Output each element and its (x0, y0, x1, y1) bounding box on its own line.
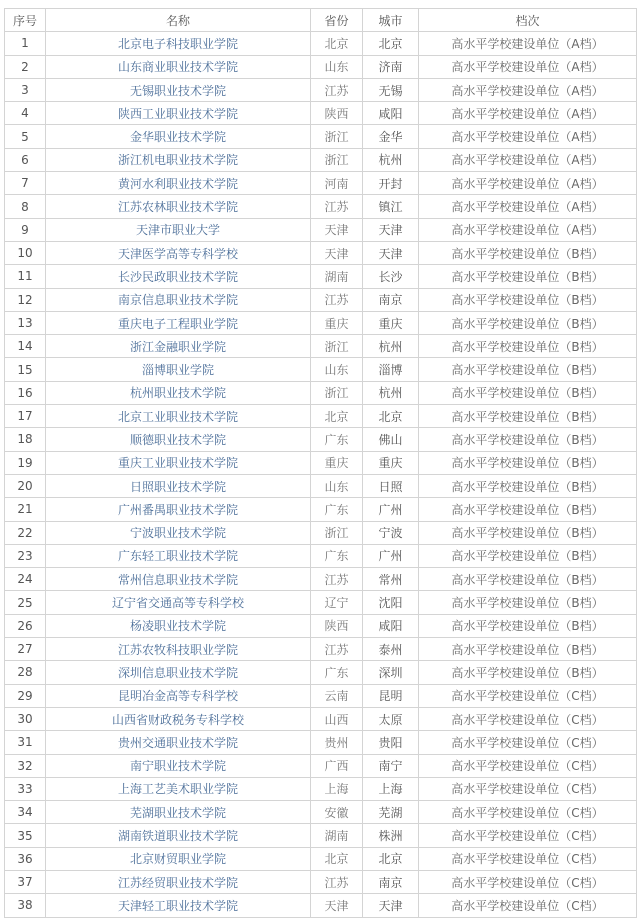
province-cell: 浙江 (311, 335, 363, 358)
school-name-cell: 日照职业技术学院 (46, 474, 311, 497)
row-index-cell: 1 (5, 32, 46, 55)
school-name-cell: 浙江金融职业学院 (46, 335, 311, 358)
school-name-cell: 黄河水利职业技术学院 (46, 172, 311, 195)
city-cell: 无锡 (363, 78, 419, 101)
school-name-cell: 杨凌职业技术学院 (46, 614, 311, 637)
table-row (5, 78, 637, 101)
table-header (5, 9, 637, 32)
header-level: 档次 (419, 9, 637, 32)
level-cell: 高水平学校建设单位（A档） (419, 148, 637, 171)
level-cell: 高水平学校建设单位（B档） (419, 405, 637, 428)
level-cell: 高水平学校建设单位（B档） (419, 381, 637, 404)
city-cell: 咸阳 (363, 614, 419, 637)
level-cell: 高水平学校建设单位（C档） (419, 801, 637, 824)
province-cell: 广东 (311, 544, 363, 567)
table-row (5, 498, 637, 521)
school-name-cell: 山东商业职业技术学院 (46, 55, 311, 78)
row-index-cell: 13 (5, 311, 46, 334)
table-row (5, 894, 637, 917)
city-cell: 镇江 (363, 195, 419, 218)
row-index-cell: 5 (5, 125, 46, 148)
row-index-cell: 10 (5, 241, 46, 264)
row-index-cell: 30 (5, 707, 46, 730)
table-row (5, 638, 637, 661)
school-name-cell: 常州信息职业技术学院 (46, 568, 311, 591)
row-index-cell: 33 (5, 777, 46, 800)
school-name-cell: 天津市职业大学 (46, 218, 311, 241)
school-name-cell: 深圳信息职业技术学院 (46, 661, 311, 684)
table-row (5, 824, 637, 847)
header-city: 城市 (363, 9, 419, 32)
school-name-cell: 无锡职业技术学院 (46, 78, 311, 101)
province-cell: 山东 (311, 358, 363, 381)
level-cell: 高水平学校建设单位（C档） (419, 777, 637, 800)
city-cell: 沈阳 (363, 591, 419, 614)
table-row (5, 358, 637, 381)
table-row (5, 661, 637, 684)
level-cell: 高水平学校建设单位（B档） (419, 568, 637, 591)
level-cell: 高水平学校建设单位（A档） (419, 195, 637, 218)
province-cell: 浙江 (311, 521, 363, 544)
row-index-cell: 20 (5, 474, 46, 497)
school-name-cell: 江苏农牧科技职业学院 (46, 638, 311, 661)
row-index-cell: 2 (5, 55, 46, 78)
school-name-cell: 北京电子科技职业学院 (46, 32, 311, 55)
province-cell: 广东 (311, 498, 363, 521)
province-cell: 广西 (311, 754, 363, 777)
table-row (5, 405, 637, 428)
row-index-cell: 35 (5, 824, 46, 847)
city-cell: 咸阳 (363, 102, 419, 125)
header-index: 序号 (5, 9, 46, 32)
city-cell: 天津 (363, 218, 419, 241)
level-cell: 高水平学校建设单位（A档） (419, 218, 637, 241)
row-index-cell: 22 (5, 521, 46, 544)
province-cell: 重庆 (311, 311, 363, 334)
city-cell: 上海 (363, 777, 419, 800)
table-row (5, 754, 637, 777)
city-cell: 济南 (363, 55, 419, 78)
table-row (5, 125, 637, 148)
province-cell: 浙江 (311, 381, 363, 404)
table-row (5, 474, 637, 497)
row-index-cell: 19 (5, 451, 46, 474)
table-row (5, 521, 637, 544)
row-index-cell: 8 (5, 195, 46, 218)
city-cell: 广州 (363, 498, 419, 521)
province-cell: 广东 (311, 661, 363, 684)
school-name-cell: 天津轻工职业技术学院 (46, 894, 311, 917)
city-cell: 杭州 (363, 148, 419, 171)
row-index-cell: 16 (5, 381, 46, 404)
level-cell: 高水平学校建设单位（B档） (419, 358, 637, 381)
city-cell: 株洲 (363, 824, 419, 847)
table-row (5, 707, 637, 730)
province-cell: 北京 (311, 32, 363, 55)
province-cell: 上海 (311, 777, 363, 800)
school-name-cell: 广东轻工职业技术学院 (46, 544, 311, 567)
school-name-cell: 上海工艺美术职业学院 (46, 777, 311, 800)
row-index-cell: 12 (5, 288, 46, 311)
level-cell: 高水平学校建设单位（B档） (419, 335, 637, 358)
school-name-cell: 浙江机电职业技术学院 (46, 148, 311, 171)
row-index-cell: 25 (5, 591, 46, 614)
table-row (5, 265, 637, 288)
row-index-cell: 24 (5, 568, 46, 591)
level-cell: 高水平学校建设单位（A档） (419, 55, 637, 78)
school-name-cell: 南京信息职业技术学院 (46, 288, 311, 311)
level-cell: 高水平学校建设单位（B档） (419, 661, 637, 684)
province-cell: 江苏 (311, 568, 363, 591)
province-cell: 广东 (311, 428, 363, 451)
table-row (5, 381, 637, 404)
row-index-cell: 28 (5, 661, 46, 684)
city-cell: 芜湖 (363, 801, 419, 824)
city-cell: 杭州 (363, 381, 419, 404)
city-cell: 北京 (363, 847, 419, 870)
level-cell: 高水平学校建设单位（B档） (419, 311, 637, 334)
level-cell: 高水平学校建设单位（C档） (419, 731, 637, 754)
province-cell: 江苏 (311, 78, 363, 101)
province-cell: 天津 (311, 241, 363, 264)
level-cell: 高水平学校建设单位（B档） (419, 451, 637, 474)
city-cell: 日照 (363, 474, 419, 497)
province-cell: 安徽 (311, 801, 363, 824)
school-name-cell: 陕西工业职业技术学院 (46, 102, 311, 125)
city-cell: 常州 (363, 568, 419, 591)
level-cell: 高水平学校建设单位（C档） (419, 754, 637, 777)
level-cell: 高水平学校建设单位（B档） (419, 591, 637, 614)
level-cell: 高水平学校建设单位（B档） (419, 614, 637, 637)
level-cell: 高水平学校建设单位（B档） (419, 241, 637, 264)
province-cell: 浙江 (311, 148, 363, 171)
table-row (5, 801, 637, 824)
level-cell: 高水平学校建设单位（B档） (419, 288, 637, 311)
school-name-cell: 江苏经贸职业技术学院 (46, 870, 311, 893)
row-index-cell: 14 (5, 335, 46, 358)
level-cell: 高水平学校建设单位（B档） (419, 498, 637, 521)
province-cell: 云南 (311, 684, 363, 707)
level-cell: 高水平学校建设单位（C档） (419, 870, 637, 893)
table-row (5, 55, 637, 78)
level-cell: 高水平学校建设单位（B档） (419, 428, 637, 451)
city-cell: 北京 (363, 32, 419, 55)
table-row (5, 777, 637, 800)
table-row (5, 288, 637, 311)
school-name-cell: 贵州交通职业技术学院 (46, 731, 311, 754)
province-cell: 北京 (311, 847, 363, 870)
table-row (5, 335, 637, 358)
table-row (5, 568, 637, 591)
row-index-cell: 18 (5, 428, 46, 451)
table-row (5, 428, 637, 451)
table-row (5, 102, 637, 125)
header-row (5, 9, 637, 32)
row-index-cell: 17 (5, 405, 46, 428)
table-row (5, 218, 637, 241)
schools-table (4, 8, 637, 918)
level-cell: 高水平学校建设单位（B档） (419, 521, 637, 544)
school-name-cell: 北京工业职业技术学院 (46, 405, 311, 428)
province-cell: 湖南 (311, 824, 363, 847)
province-cell: 山西 (311, 707, 363, 730)
province-cell: 河南 (311, 172, 363, 195)
table-row (5, 148, 637, 171)
province-cell: 江苏 (311, 288, 363, 311)
school-name-cell: 重庆工业职业技术学院 (46, 451, 311, 474)
city-cell: 天津 (363, 894, 419, 917)
row-index-cell: 9 (5, 218, 46, 241)
row-index-cell: 21 (5, 498, 46, 521)
city-cell: 宁波 (363, 521, 419, 544)
level-cell: 高水平学校建设单位（B档） (419, 544, 637, 567)
city-cell: 长沙 (363, 265, 419, 288)
level-cell: 高水平学校建设单位（A档） (419, 102, 637, 125)
table-row (5, 544, 637, 567)
city-cell: 深圳 (363, 661, 419, 684)
school-name-cell: 广州番禺职业技术学院 (46, 498, 311, 521)
province-cell: 江苏 (311, 870, 363, 893)
row-index-cell: 7 (5, 172, 46, 195)
level-cell: 高水平学校建设单位（A档） (419, 172, 637, 195)
level-cell: 高水平学校建设单位（B档） (419, 474, 637, 497)
school-name-cell: 长沙民政职业技术学院 (46, 265, 311, 288)
school-name-cell: 山西省财政税务专科学校 (46, 707, 311, 730)
table-row (5, 32, 637, 55)
level-cell: 高水平学校建设单位（C档） (419, 894, 637, 917)
level-cell: 高水平学校建设单位（C档） (419, 707, 637, 730)
school-name-cell: 北京财贸职业学院 (46, 847, 311, 870)
province-cell: 陕西 (311, 614, 363, 637)
province-cell: 湖南 (311, 265, 363, 288)
table-row (5, 195, 637, 218)
table-row (5, 311, 637, 334)
table-row (5, 451, 637, 474)
row-index-cell: 31 (5, 731, 46, 754)
city-cell: 南京 (363, 870, 419, 893)
school-name-cell: 金华职业技术学院 (46, 125, 311, 148)
school-name-cell: 南宁职业技术学院 (46, 754, 311, 777)
province-cell: 重庆 (311, 451, 363, 474)
level-cell: 高水平学校建设单位（A档） (419, 78, 637, 101)
city-cell: 天津 (363, 241, 419, 264)
city-cell: 佛山 (363, 428, 419, 451)
level-cell: 高水平学校建设单位（C档） (419, 684, 637, 707)
row-index-cell: 36 (5, 847, 46, 870)
province-cell: 辽宁 (311, 591, 363, 614)
city-cell: 北京 (363, 405, 419, 428)
province-cell: 天津 (311, 894, 363, 917)
header-name: 名称 (46, 9, 311, 32)
city-cell: 南宁 (363, 754, 419, 777)
city-cell: 泰州 (363, 638, 419, 661)
row-index-cell: 11 (5, 265, 46, 288)
province-cell: 浙江 (311, 125, 363, 148)
city-cell: 广州 (363, 544, 419, 567)
table-row (5, 731, 637, 754)
header-province: 省份 (311, 9, 363, 32)
row-index-cell: 32 (5, 754, 46, 777)
province-cell: 北京 (311, 405, 363, 428)
city-cell: 重庆 (363, 311, 419, 334)
row-index-cell: 38 (5, 894, 46, 917)
row-index-cell: 34 (5, 801, 46, 824)
row-index-cell: 6 (5, 148, 46, 171)
school-name-cell: 昆明冶金高等专科学校 (46, 684, 311, 707)
province-cell: 山东 (311, 55, 363, 78)
city-cell: 南京 (363, 288, 419, 311)
city-cell: 开封 (363, 172, 419, 195)
table-body (5, 32, 637, 917)
row-index-cell: 3 (5, 78, 46, 101)
school-name-cell: 湖南铁道职业技术学院 (46, 824, 311, 847)
level-cell: 高水平学校建设单位（A档） (419, 32, 637, 55)
school-name-cell: 重庆电子工程职业学院 (46, 311, 311, 334)
row-index-cell: 29 (5, 684, 46, 707)
level-cell: 高水平学校建设单位（A档） (419, 125, 637, 148)
school-name-cell: 顺德职业技术学院 (46, 428, 311, 451)
province-cell: 江苏 (311, 195, 363, 218)
school-name-cell: 天津医学高等专科学校 (46, 241, 311, 264)
row-index-cell: 23 (5, 544, 46, 567)
province-cell: 江苏 (311, 638, 363, 661)
city-cell: 金华 (363, 125, 419, 148)
school-name-cell: 江苏农林职业技术学院 (46, 195, 311, 218)
city-cell: 昆明 (363, 684, 419, 707)
city-cell: 淄博 (363, 358, 419, 381)
school-name-cell: 芜湖职业技术学院 (46, 801, 311, 824)
school-name-cell: 辽宁省交通高等专科学校 (46, 591, 311, 614)
school-name-cell: 淄博职业学院 (46, 358, 311, 381)
table-row (5, 847, 637, 870)
school-name-cell: 宁波职业技术学院 (46, 521, 311, 544)
school-name-cell: 杭州职业技术学院 (46, 381, 311, 404)
row-index-cell: 4 (5, 102, 46, 125)
level-cell: 高水平学校建设单位（B档） (419, 265, 637, 288)
city-cell: 重庆 (363, 451, 419, 474)
province-cell: 贵州 (311, 731, 363, 754)
province-cell: 陕西 (311, 102, 363, 125)
table-row (5, 591, 637, 614)
table-row (5, 614, 637, 637)
table-row (5, 241, 637, 264)
table-row (5, 172, 637, 195)
province-cell: 山东 (311, 474, 363, 497)
city-cell: 太原 (363, 707, 419, 730)
row-index-cell: 26 (5, 614, 46, 637)
table-row (5, 870, 637, 893)
province-cell: 天津 (311, 218, 363, 241)
row-index-cell: 37 (5, 870, 46, 893)
row-index-cell: 27 (5, 638, 46, 661)
city-cell: 杭州 (363, 335, 419, 358)
row-index-cell: 15 (5, 358, 46, 381)
level-cell: 高水平学校建设单位（B档） (419, 638, 637, 661)
level-cell: 高水平学校建设单位（C档） (419, 847, 637, 870)
table-row (5, 684, 637, 707)
level-cell: 高水平学校建设单位（C档） (419, 824, 637, 847)
city-cell: 贵阳 (363, 731, 419, 754)
